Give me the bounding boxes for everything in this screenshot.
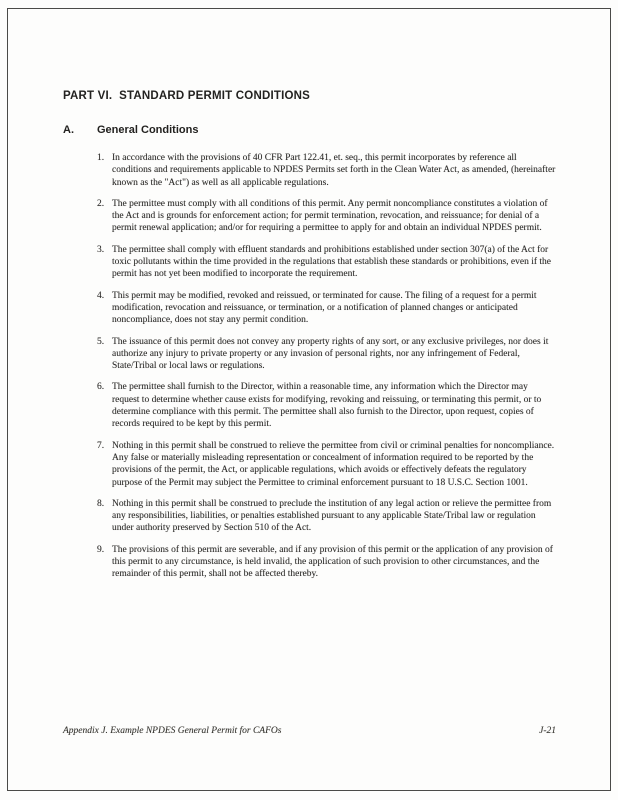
- item-number: 2.: [97, 198, 105, 209]
- item-number: 8.: [97, 498, 105, 509]
- list-item: [97, 290, 556, 327]
- item-text: The permittee shall comply with effluent standards and prohibitions established under section 307(a) of the Act for toxic pollutants within the time provided in the regulations that establish these standards or prohibitions, even if the permit has not yet been modified to incorporate the requirement.: [112, 244, 552, 280]
- section-letter: A.: [63, 124, 74, 136]
- list-item: [97, 381, 556, 430]
- item-text: The permittee shall furnish to the Director, within a reasonable time, any information which the Director may request to determine whether cause exists for modifying, revoking and reissuing, or terminating this permit, or to determine compliance with this permit. The permittee shall also furnish to the Director, upon request, copies of records required to be kept by this permit.: [112, 382, 542, 430]
- list-item: [97, 244, 556, 281]
- item-number: 9.: [97, 544, 105, 555]
- list-item: [97, 152, 556, 189]
- item-number: 5.: [97, 336, 105, 347]
- general-conditions-list: [97, 152, 556, 581]
- item-text: In accordance with the provisions of 40 CFR Part 122.41, et. seq., this permit incorporates by reference all conditions and requirements applicable to NPDES Permits set forth in the Clean Water Act, as amended, (hereinafter known as the "Act") as well as all applicable regulations.: [112, 153, 556, 188]
- page-content: [63, 90, 556, 590]
- item-text: Nothing in this permit shall be construed to relieve the permittee from civil or criminal penalties for noncompliance. Any false or materially misleading representation or concealment of information required to be reported by the provisions of the permit, the Act, or applicable regulations, which avoids or effectively defeats the regulatory purpose of the Permit may subject the Permittee to criminal enforcement pursuant to 18 U.S.C. Section 1001.: [112, 440, 555, 488]
- footer-appendix-title: Appendix J. Example NPDES General Permit for CAFOs: [63, 726, 282, 736]
- item-number: 1.: [97, 153, 105, 163]
- item-text: The issuance of this permit does not convey any property rights of any sort, or any exclusive privileges, nor does it authorize any injury to private property or any invasion of personal rights, nor any infringement of Federal, State/Tribal or local laws or regulations.: [112, 336, 549, 372]
- list-item: [97, 440, 556, 489]
- item-number: 3.: [97, 244, 105, 255]
- list-item: [97, 198, 556, 235]
- footer-page-number: J-21: [539, 726, 556, 736]
- item-text: The permittee must comply with all conditions of this permit. Any permit noncompliance constitutes a violation of the Act and is grounds for enforcement action; for permit termination, revocation, and reissuance; for denial of a permit renewal application; and/or for requiring a permittee to apply for and obtain an individual NPDES permit.: [112, 198, 548, 234]
- item-number: 6.: [97, 382, 105, 393]
- part-heading: PART VI. STANDARD PERMIT CONDITIONS: [63, 90, 310, 102]
- page-footer: [63, 726, 556, 736]
- item-text: Nothing in this permit shall be construed to preclude the institution of any legal action or relieve the permittee from any responsibilities, liabilities, or penalties established pursuant to any applicable State/Tribal law or regulation under authority preserved by Section 510 of the Act.: [112, 498, 552, 534]
- item-text: The provisions of this permit are severable, and if any provision of this permit or the application of any provision of this permit to any circumstance, is held invalid, the application of such provision to other circumstances, and the remainder of this permit, shall not be affected thereby.: [112, 544, 553, 580]
- section-heading: [63, 124, 556, 136]
- list-item: [97, 336, 556, 373]
- section-title: General Conditions: [97, 124, 199, 136]
- item-number: 7.: [97, 440, 105, 451]
- list-item: [97, 498, 556, 535]
- item-text: This permit may be modified, revoked and reissued, or terminated for cause. The filing of a request for a permit modification, revocation and reissuance, or termination, or a notification of planned changes or anticipated noncompliance, does not stay any permit condition.: [112, 290, 537, 326]
- list-item: [97, 544, 556, 581]
- item-number: 4.: [97, 290, 105, 301]
